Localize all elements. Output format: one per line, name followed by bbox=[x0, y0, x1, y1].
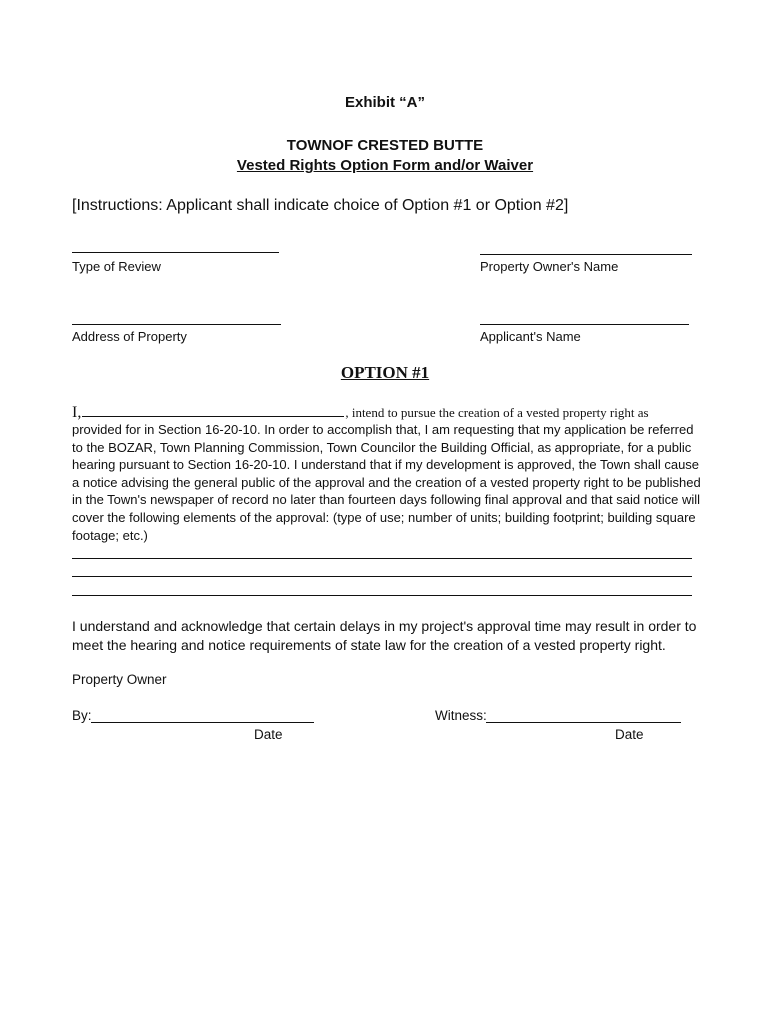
approval-elements-line-3[interactable] bbox=[72, 595, 692, 596]
witness-date-label: Date bbox=[615, 727, 644, 742]
by-date-label: Date bbox=[254, 727, 283, 742]
option-1-heading: OPTION #1 bbox=[340, 363, 430, 382]
type-of-review-field[interactable] bbox=[72, 252, 279, 253]
applicant-name-blank[interactable] bbox=[82, 402, 344, 417]
property-owner-name-field[interactable] bbox=[480, 254, 692, 255]
address-of-property-label: Address of Property bbox=[72, 329, 187, 344]
instructions-text: [Instructions: Applicant shall indicate choice of Option #1 or Option #2] bbox=[72, 197, 569, 214]
town-name: TOWNOF CRESTED BUTTE bbox=[286, 137, 484, 154]
form-subtitle: Vested Rights Option Form and/or Waiver bbox=[236, 157, 534, 174]
acknowledgement-text: I understand and acknowledge that certain delays in my project's approval time may result in order to meet the hearing and notice requirements of state law for the creation of a vested property right. bbox=[72, 618, 697, 653]
approval-elements-line-2[interactable] bbox=[72, 576, 692, 577]
option-1-intro-rest: , intend to pursue the creation of a vested property right as bbox=[345, 405, 649, 420]
approval-elements-line-1[interactable] bbox=[72, 558, 692, 559]
applicant-name-field[interactable] bbox=[480, 324, 689, 325]
property-owner-name-label: Property Owner's Name bbox=[480, 259, 619, 274]
option-1-intro-I: I, bbox=[72, 404, 82, 421]
property-owner-label: Property Owner bbox=[72, 672, 167, 687]
exhibit-title: Exhibit “A” bbox=[344, 94, 425, 111]
by-label: By: bbox=[72, 708, 92, 723]
witness-label: Witness: bbox=[435, 708, 487, 723]
type-of-review-label: Type of Review bbox=[72, 259, 161, 274]
by-signature-field[interactable] bbox=[91, 722, 314, 723]
witness-signature-field[interactable] bbox=[486, 722, 681, 723]
address-of-property-field[interactable] bbox=[72, 324, 281, 325]
option-1-intro bbox=[72, 402, 649, 422]
applicant-name-label: Applicant's Name bbox=[480, 329, 581, 344]
option-1-body: provided for in Section 16-20-10. In order to accomplish that, I am requesting that my application be referred to the BOZAR, Town Planning Commission, Town Councilor the Building Official, as appropriate, for a public hearing pursuant to Section 16-20-10. I understand that if my development is approved, the Town shall cause a notice advising the general public of the approval and the creation of a vested property right to be published in the Town's newspaper of record no later than fourteen days following final approval and that said notice will cover the following elements of the approval: (type of use; number of units; building footprint; building square footage; etc.) bbox=[72, 422, 701, 543]
